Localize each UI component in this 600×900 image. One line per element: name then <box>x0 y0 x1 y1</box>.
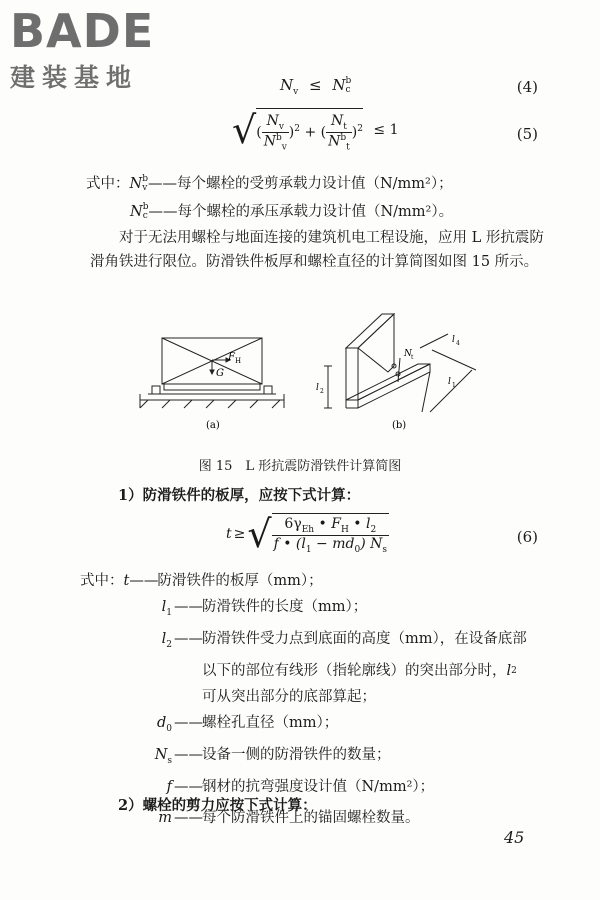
equation-4: $N_v \le N$ b c <box>280 76 352 97</box>
def-row-f: f —— 钢材的抗弯强度设计值（N/mm²）； <box>166 778 435 795</box>
def-row-l2-cont1: 以下的部位有线形（指轮廓线）的突出部分时， l 2 <box>202 662 517 679</box>
l4-label: l <box>452 335 455 345</box>
def-row-ns: $N_s$ —— 设备一侧的防滑铁件的数量； <box>154 746 391 766</box>
l2-label: l <box>316 383 319 393</box>
figure-caption: 图 15 L 形抗震防滑铁件计算简图 <box>198 459 402 474</box>
fh-sub: H <box>235 357 242 365</box>
equation-5-number: (5) <box>516 125 538 143</box>
where-row-ncb: N b c ——每个螺栓的承压承载力设计值（N/mm²）。 <box>130 202 454 221</box>
def-row-l1: $l_1$ —— 防滑铁件的长度（mm）； <box>161 599 368 618</box>
equation-5: √( $\frac{N_v}{N^b_v}$ )$^2$ + ( $\frac{N_t}{N^b_t}$ )$^2$ ≤ 1 <box>232 108 399 153</box>
g-label: G <box>216 368 224 379</box>
item-2: 2）螺栓的剪力应按下式计算： <box>118 797 317 814</box>
item-1: 1）防滑铁件的板厚，应按下式计算： <box>118 487 361 504</box>
l1-label: l <box>448 377 451 387</box>
paragraph-intro: 对于无法用螺栓与地面连接的建筑机电工程设施，应用 L 形抗震防滑角铁进行限位。防滑铁件板厚和螺栓直径的计算简图如图 15 所示。 <box>90 230 544 270</box>
def-row-l2: $l_2$ —— 防滑铁件受力点到底面的高度（mm），在设备底部 <box>161 630 527 650</box>
l2-sub: 2 <box>320 388 324 395</box>
figure-15b <box>324 314 476 412</box>
def-row-d0: $d_0$ —— 螺栓孔直径（mm）； <box>156 714 339 734</box>
def-row-t: 式中： t —— 防滑铁件的板厚（mm）； <box>80 573 323 589</box>
equation-6: t ≥√ $\frac{6\gamma_{Eh} • F_H • l_2}{f • (l_1 - md_0) N_s}$ <box>226 512 388 556</box>
def-row-l2-cont2: 可从突出部分的底部算起； <box>202 688 376 705</box>
equation-6-number: (6) <box>516 528 538 546</box>
label-b: (b) <box>392 420 407 431</box>
l1-sub: 1 <box>452 382 456 389</box>
equation-4-number: (4) <box>516 78 538 96</box>
nt-sub: t <box>411 354 414 361</box>
brand-logo <box>10 4 170 94</box>
label-a: (a) <box>206 420 220 431</box>
logo-subtitle: 建装基地 <box>10 63 139 92</box>
figure-15a <box>140 338 284 408</box>
def-row-m: m —— 每个防滑铁件上的锚固螺栓数量。 <box>158 810 420 827</box>
where-row-nvb: 式中：N b v ——每个螺栓的受剪承载力设计值（N/mm²）； <box>86 174 453 193</box>
page-number: 45 <box>504 828 525 847</box>
nt-label: N <box>404 349 412 359</box>
figure-15 <box>130 308 490 438</box>
fh-label: F <box>228 352 235 363</box>
l4-sub: 4 <box>456 340 460 347</box>
logo-brand: BADE <box>10 4 155 58</box>
